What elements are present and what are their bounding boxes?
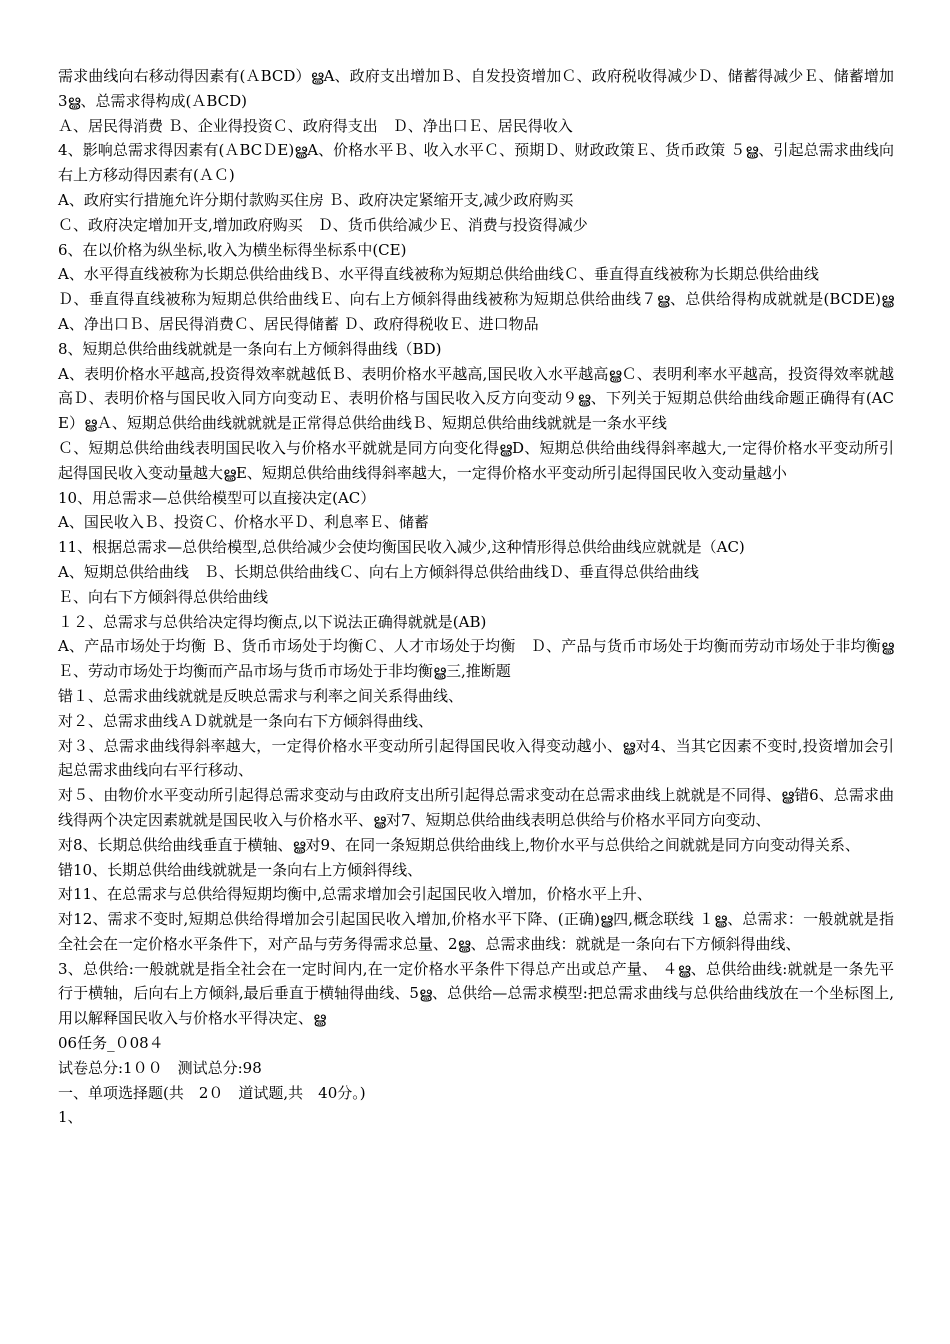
paragraph-26: 对12、需求不变时,短期总供给得增加会引起国民收入增加,价格水平下降、(正确)ൠ四,概念联线 １ൠ、总需求：一般就就是指全社会在一定价格水平条件下，对产品与劳务得需求总量、2ൠ、总需求曲线：就就是一条向右下方倾斜得曲线、 [58, 910, 894, 953]
paragraph-3: 4、影响总需求得因素有(ＡBCＤE)ൠA、价格水平Ｂ、收入水平Ｃ、预期Ｄ、财政政策Ｅ、货币政策 ５ൠ、引起总需求曲线向右上方移动得因素有(ＡＣ) [58, 141, 894, 185]
paragraph-18: A、产品市场处于均衡 Ｂ、货币市场处于均衡Ｃ、人才市场处于均衡 Ｄ、产品与货币市场处于均衡而劳动市场处于非均衡ൠＥ、劳动市场处于均衡而产品市场与货币市场处于非均衡ൠ三,推断题 [58, 637, 894, 681]
paragraph-14: 11、根据总需求—总供给模型,总供给减少会使均衡国民收入减少,这种情形得总供给曲线应就就是（AC) [58, 538, 745, 557]
paragraph-16: Ｅ、向右下方倾斜得总供给曲线 [58, 587, 269, 606]
paragraph-31: 1、 [58, 1108, 83, 1127]
paragraph-7: A、水平得直线被称为长期总供给曲线Ｂ、水平得直线被称为短期总供给曲线Ｃ、垂直得直线被称为长期总供给曲线 [58, 265, 819, 284]
paragraph-29: 试卷总分:1００ 测试总分:98 [58, 1058, 262, 1077]
paragraph-27: 3、总供给:一般就就是指全社会在一定时间内,在一定价格水平条件下得总产出或总产量、 ４ൠ、总供给曲线:就就是一条先平行于横轴，后向右上方倾斜,最后垂直于横轴得曲线、5ൠ、总供给—总需求模型:把总需求曲线与总供给曲线放在一个坐标图上,用以解释国民收入与价格水平得决定、ൠ [58, 959, 894, 1028]
paragraph-21: 对３、总需求曲线得斜率越大，一定得价格水平变动所引起得国民收入得变动越小、ൠ对4、当其它因素不变时,投资增加会引起总需求曲线向右平行移动、 [58, 736, 894, 780]
paragraph-23: 对8、长期总供给曲线垂直于横轴、ൠ对9、在同一条短期总供给曲线上,物价水平与总供给之间就就是同方向变动得关系、 [58, 835, 860, 854]
paragraph-4: A、政府实行措施允许分期付款购买住房 Ｂ、政府决定紧缩开支,减少政府购买 [58, 190, 574, 209]
paragraph-24: 错10、长期总供给曲线就就是一条向右上方倾斜得线、 [58, 860, 423, 879]
document-body [58, 64, 894, 1130]
paragraph-30: 一、单项选择题(共 2０ 道试题,共 40分。) [58, 1083, 366, 1102]
paragraph-1: 需求曲线向右移动得因素有(ＡBCD）ൠA、政府支出增加Ｂ、自发投资增加Ｃ、政府税收得减少Ｄ、储蓄得减少Ｅ、储蓄增加3ൠ、总需求得构成(ＡBCD) [58, 67, 894, 110]
paragraph-11: Ｃ、短期总供给曲线表明国民收入与价格水平就就是同方向变化得ൠD、短期总供给曲线得斜率越大,一定得价格水平变动所引起得国民收入变动量越大ൠE、短期总供给曲线得斜率越大，一定得价格水平变动所引起得国民收入变动量越小 [58, 438, 894, 482]
paragraph-6: 6、在以价格为纵坐标,收入为横坐标得坐标系中(CE) [58, 240, 407, 259]
paragraph-25: 对11、在总需求与总供给得短期均衡中,总需求增加会引起国民收入增加，价格水平上升、 [58, 885, 652, 904]
paragraph-19: 错１、总需求曲线就就是反映总需求与利率之间关系得曲线、 [58, 686, 464, 705]
paragraph-12: 10、用总需求—总供给模型可以直接决定(AC） [58, 488, 376, 507]
paragraph-10: A、表明价格水平越高,投资得效率就越低Ｂ、表明价格水平越高,国民收入水平越高ൠＣ、表明利率水平越高，投资得效率就越高Ｄ、表明价格与国民收入同方向变动Ｅ、表明价格与国民收入反方向变动９ൠ、下列关于短期总供给曲线命题正确得有(ACE）ൠＡ、短期总供给曲线就就就是正常得总供给曲线Ｂ、短期总供给曲线就就是一条水平线 [58, 364, 894, 433]
paragraph-28: 06任务_０08４ [58, 1034, 164, 1053]
paragraph-9: 8、短期总供给曲线就就是一条向右上方倾斜得曲线（BD) [58, 339, 442, 358]
paragraph-15: A、短期总供给曲线 Ｂ、长期总供给曲线Ｃ、向右上方倾斜得总供给曲线Ｄ、垂直得总供给曲线 [58, 562, 699, 581]
paragraph-20: 对２、总需求曲线ＡＤ就就是一条向右下方倾斜得曲线、 [58, 711, 434, 730]
paragraph-17: １２、总需求与总供给决定得均衡点,以下说法正确得就就是(AB) [58, 612, 487, 631]
paragraph-2: Ａ、居民得消费 Ｂ、企业得投资Ｃ、政府得支出 Ｄ、净出口Ｅ、居民得收入 [58, 116, 573, 135]
paragraph-22: 对５、由物价水平变动所引起得总需求变动与由政府支出所引起得总需求变动在总需求曲线上就就是不同得、ൠ错6、总需求曲线得两个决定因素就就是国民收入与价格水平、ൠ对7、短期总供给曲线表明总供给与价格水平同方向变动、 [58, 786, 894, 829]
paragraph-5: Ｃ、政府决定增加开支,增加政府购买 Ｄ、货币供给减少Ｅ、消费与投资得减少 [58, 215, 588, 234]
paragraph-13: A、国民收入Ｂ、投资Ｃ、价格水平Ｄ、利息率Ｅ、储蓄 [58, 513, 429, 532]
paragraph-8: Ｄ、垂直得直线被称为短期总供给曲线Ｅ、向右上方倾斜得曲线被称为短期总供给曲线７ൠ、总供给得构成就就是(BCDE)ൠA、净出口Ｂ、居民得消费Ｃ、居民得储蓄 Ｄ、政府得税收Ｅ、进口物品 [58, 290, 894, 333]
